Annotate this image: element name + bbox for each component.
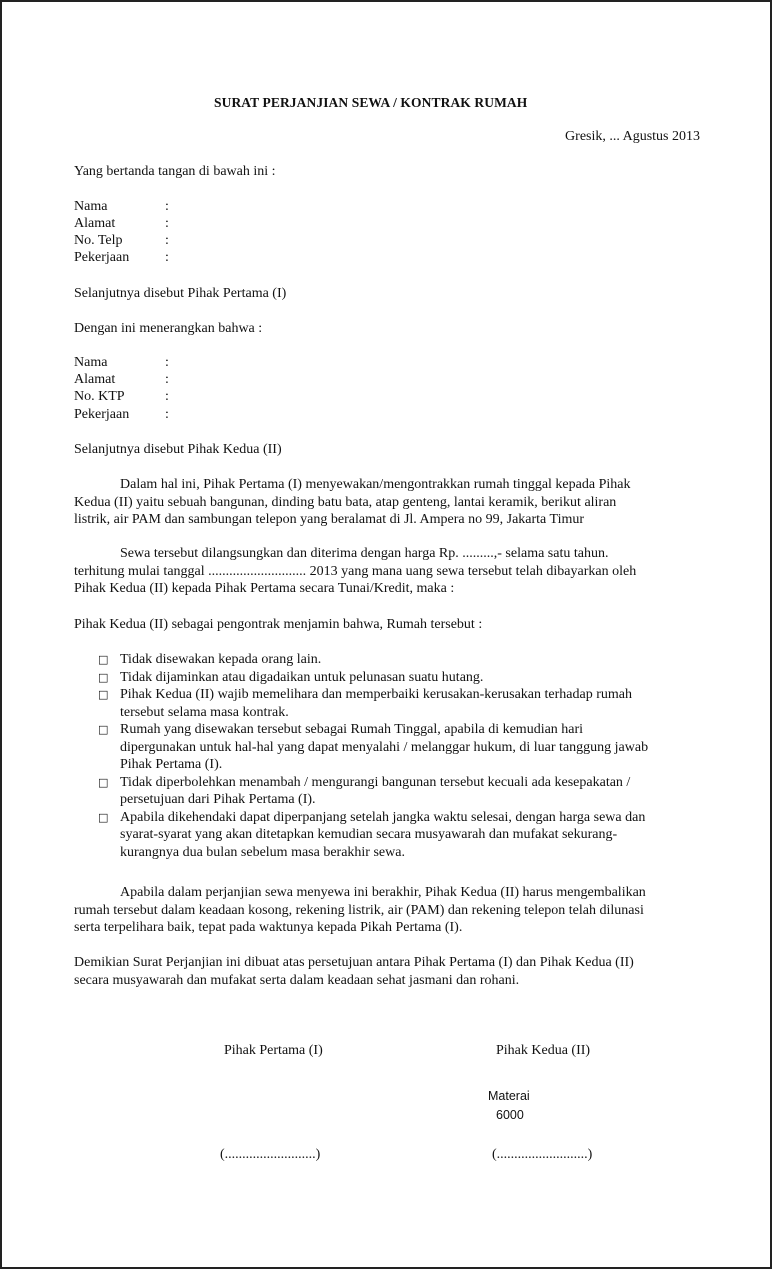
list-item-line: tersebut selama masa kontrak. [120,704,289,720]
paragraph-line: Kedua (II) yaitu sebuah bangunan, dinding batu bata, atap genteng, lantai keramik, berikut aliran [74,494,617,510]
field-row [74,388,169,405]
field-row [74,406,169,423]
list-item-line: kurangnya dua bulan sebelum masa berakhir sewa. [120,844,405,860]
list-item [74,774,648,809]
list-item-line: Tidak diperbolehkan menambah / mengurangi bangunan tersebut kecuali ada kesepakatan / [120,774,631,790]
field-row [74,215,169,232]
field-colon: : [165,407,169,422]
list-item [74,651,648,669]
field-colon: : [165,355,169,370]
guarantee-list [74,651,648,861]
paragraph-line: terhitung mulai tanggal ............................ 2013 yang mana uang sewa tersebut telah dibayarkan oleh [74,563,637,579]
bullet-box-icon: □ [98,810,109,824]
list-item-line: Tidak dijaminkan atau digadaikan untuk pelunasan suatu hutang. [120,669,484,685]
field-label: Pekerjaan [74,250,130,265]
field-label: No. Telp [74,233,123,248]
field-label: Nama [74,199,108,214]
signature-line-first-party: (..........................) [220,1147,321,1162]
paragraph-rental-object [74,476,714,529]
signature-label-first-party: Pihak Pertama (I) [224,1043,323,1058]
list-item [74,809,648,862]
bullet-box-icon: □ [98,688,109,701]
field-colon: : [165,199,169,214]
list-item-line: Rumah yang disewakan tersebut sebagai Rumah Tinggal, apabila di kemudian hari [120,722,584,737]
document-title: SURAT PERJANJIAN SEWA / KONTRAK RUMAH [214,95,528,110]
paragraph-closing [74,954,714,989]
field-label: Nama [74,355,108,370]
stamp-label: Materai [488,1089,530,1103]
field-colon: : [165,233,169,248]
list-item-line: syarat-syarat yang akan ditetapkan kemudian secara musyawarah dan mufakat sekurang- [120,827,618,842]
field-row [74,232,169,249]
paragraph-line: listrik, air PAM dan sambungan telepon yang beralamat di Jl. Ampera no 99, Jakarta Timur [74,512,585,527]
paragraph-line: Dalam hal ini, Pihak Pertama (I) menyewakan/mengontrakkan rumah tinggal kepada Pihak [120,477,631,492]
field-colon: : [165,372,169,387]
list-item-line: dipergunakan untuk hal-hal yang dapat menyalahi / melanggar hukum, di luar tanggung jawab [120,739,649,755]
signature-label-second-party: Pihak Kedua (II) [496,1043,591,1058]
field-label: Alamat [74,216,116,231]
first-party-reference: Selanjutnya disebut Pihak Pertama (I) [74,286,287,301]
bullet-box-icon: □ [98,670,109,684]
list-item [74,721,648,774]
signature-line-second-party: (..........................) [492,1147,593,1162]
guarantee-intro: Pihak Kedua (II) sebagai pengontrak menjamin bahwa, Rumah tersebut : [74,617,483,632]
second-party-reference: Selanjutnya disebut Pihak Kedua (II) [74,442,282,457]
paragraph-line: Demikian Surat Perjanjian ini dibuat atas persetujuan antara Pihak Pertama (I) dan Pihak Kedua (II) [74,955,634,970]
field-row [74,371,169,388]
paragraph-rental-price [74,545,714,598]
list-item-line: Apabila dikehendaki dapat diperpanjang setelah jangka waktu selesai, dengan harga sewa dan [120,809,646,825]
bullet-box-icon: □ [98,723,109,736]
field-colon: : [165,250,169,265]
paragraph-end-of-lease [74,884,714,937]
field-row [74,249,169,266]
list-item-line: Pihak Pertama (I). [120,757,223,772]
list-item-line: Tidak disewakan kepada orang lain. [120,652,322,667]
bullet-box-icon: □ [98,653,109,666]
list-item [74,669,648,687]
field-row [74,354,169,371]
paragraph-line: Apabila dalam perjanjian sewa menyewa ini berakhir, Pihak Kedua (II) harus mengembalikan [120,885,646,900]
field-colon: : [165,216,169,231]
list-item-line: persetujuan dari Pihak Pertama (I). [120,792,316,807]
field-label: Alamat [74,372,116,387]
bullet-box-icon: □ [98,775,109,789]
field-row [74,198,169,215]
statement-intro: Dengan ini menerangkan bahwa : [74,321,263,336]
place-date: Gresik, ... Agustus 2013 [565,129,700,144]
list-item-line: Pihak Kedua (II) wajib memelihara dan memperbaiki kerusakan-kerusakan terhadap rumah [120,687,632,702]
list-item [74,686,648,721]
intro-text: Yang bertanda tangan di bawah ini : [74,164,276,179]
paragraph-line: secara musyawarah dan mufakat serta dalam keadaan sehat jasmani dan rohani. [74,972,520,988]
paragraph-line: serta terpelihara baik, tepat pada waktunya kepada Pikah Pertama (I). [74,920,463,935]
paragraph-line: Pihak Kedua (II) kepada Pihak Pertama secara Tunai/Kredit, maka : [74,581,455,596]
field-label: No. KTP [74,389,125,404]
paragraph-line: rumah tersebut dalam keadaan kosong, rekening listrik, air (PAM) dan rekening telepon telah dilunasi [74,902,644,918]
paragraph-line: Sewa tersebut dilangsungkan dan diterima dengan harga Rp. .........,- selama satu tahun. [120,546,609,561]
field-label: Pekerjaan [74,407,130,422]
field-colon: : [165,389,169,404]
stamp-value: 6000 [496,1108,524,1122]
